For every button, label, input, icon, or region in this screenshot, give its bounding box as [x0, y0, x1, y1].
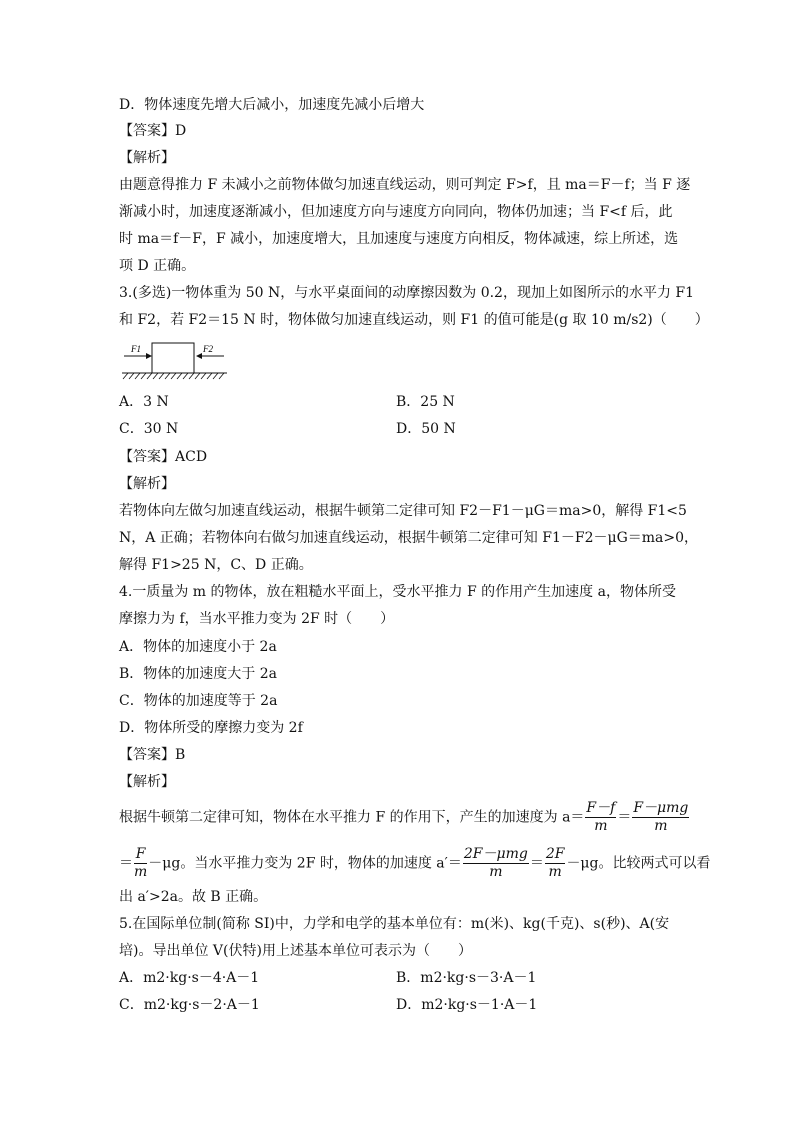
q5-stem-line: 培)。导出单位 V(伏特)用上述基本单位可表示为（ ）	[119, 943, 472, 959]
q3-analysis-line: 解得 F1>25 N，C、D 正确。	[119, 557, 313, 573]
fraction: $\frac{\text{F－μmg}}{m}$	[633, 800, 689, 834]
fraction: $\frac{2F}{m}$	[545, 846, 565, 880]
q5-stem-line: 5.在国际单位制(简称 SI)中，力学和电学的基本单位有：m(米)、kg(千克)、s(秒)、A(安	[119, 916, 670, 932]
ground-hatching	[123, 373, 224, 379]
q2-analysis-line: 项 D 正确。	[119, 258, 196, 274]
q4-answer: 【答案】B	[119, 747, 186, 763]
q4-stem-line: 4.一质量为 m 的物体，放在粗糙水平面上，受水平推力 F 的作用产生加速度 a，物体所受	[119, 584, 676, 600]
q4-analysis-line: 出 a′>2a。故 B 正确。	[119, 889, 268, 905]
fraction: $\frac{F}{m}$	[134, 846, 148, 880]
q4-analysis-formula-line: ＝ $\frac{F}{m}$ －μg。当水平推力变为 2F 时，物体的加速度 a′＝ $\frac{\text{2F－μmg}}{m}$ ＝ $\frac{2F}{m}$ －μg。比较两式可以看	[119, 846, 711, 880]
q3-option-c: C．30 N	[119, 421, 179, 437]
f1-label: F1	[131, 344, 141, 354]
fraction: $\frac{F-f}{m}$	[586, 800, 616, 834]
q4-option-a: A．物体的加速度小于 2a	[119, 639, 277, 655]
f1-arrowhead	[146, 353, 152, 359]
f2-label: F2	[203, 344, 213, 354]
q5-option-a: A．m2·kg·s－4·A－1	[119, 970, 260, 986]
q5-option-d: D．m2·kg·s－1·A－1	[396, 997, 538, 1013]
q3-option-a: A．3 N	[119, 394, 169, 410]
q2-answer: 【答案】D	[119, 123, 187, 139]
q3-analysis-label: 【解析】	[119, 476, 175, 492]
q2-analysis-line: 由题意得推力 F 未减小之前物体做匀加速直线运动，则可判定 F>f，且 ma＝F－f；当 F 逐	[119, 177, 691, 193]
q5-option-c: C．m2·kg·s－2·A－1	[119, 997, 260, 1013]
q4-analysis-formula-line: 根据牛顿第二定律可知，物体在水平推力 F 的作用下，产生的加速度为 a＝ $\frac{F-f}{m}$ ＝ $\frac{\text{F－μmg}}{m}$	[119, 800, 689, 834]
q2-analysis-line: 渐减小时，加速度逐渐减小，但加速度方向与速度方向同向，物体仍加速；当 F<f 后，此	[119, 204, 673, 220]
q3-force-diagram	[119, 340, 231, 386]
q2-analysis-label: 【解析】	[119, 150, 175, 166]
block-figure	[119, 340, 231, 382]
q3-analysis-line: N，A 正确；若物体向右做匀加速直线运动，根据牛顿第二定律可知 F1－F2－μG＝ma>0，	[119, 530, 699, 546]
q3-answer: 【答案】ACD	[119, 449, 208, 465]
q4-analysis-label: 【解析】	[119, 774, 175, 790]
q4-option-b: B．物体的加速度大于 2a	[119, 666, 277, 682]
q2-analysis-line: 时 ma＝f－F，F 减小，加速度增大，且加速度与速度方向相反，物体减速，综上所述，选	[119, 231, 679, 247]
q4-option-d: D．物体所受的摩擦力变为 2f	[119, 720, 303, 736]
q3-option-b: B．25 N	[396, 394, 455, 410]
q4-stem-line: 摩擦力为 f，当水平推力变为 2F 时（ ）	[119, 611, 395, 627]
q3-option-d: D．50 N	[396, 421, 456, 437]
q3-analysis-line: 若物体向左做匀加速直线运动，根据牛顿第二定律可知 F2－F1－μG＝ma>0，解得 F1<5	[119, 503, 687, 519]
q3-stem-line: 3.(多选)一物体重为 50 N，与水平桌面间的动摩擦因数为 0.2，现加上如图所示的水平力 F1	[119, 285, 695, 301]
q5-option-b: B．m2·kg·s－3·A－1	[396, 970, 537, 986]
q4-option-c: C．物体的加速度等于 2a	[119, 693, 278, 709]
q2-option-d: D．物体速度先增大后减小，加速度先减小后增大	[119, 97, 425, 113]
block-shape	[152, 343, 194, 373]
q3-stem-line: 和 F2，若 F2＝15 N 时，物体做匀加速直线运动，则 F1 的值可能是(g 取 10 m/s2)（ ）	[119, 312, 709, 328]
f2-arrowhead	[196, 353, 202, 359]
fraction: $\frac{\text{2F－μmg}}{m}$	[463, 846, 528, 880]
